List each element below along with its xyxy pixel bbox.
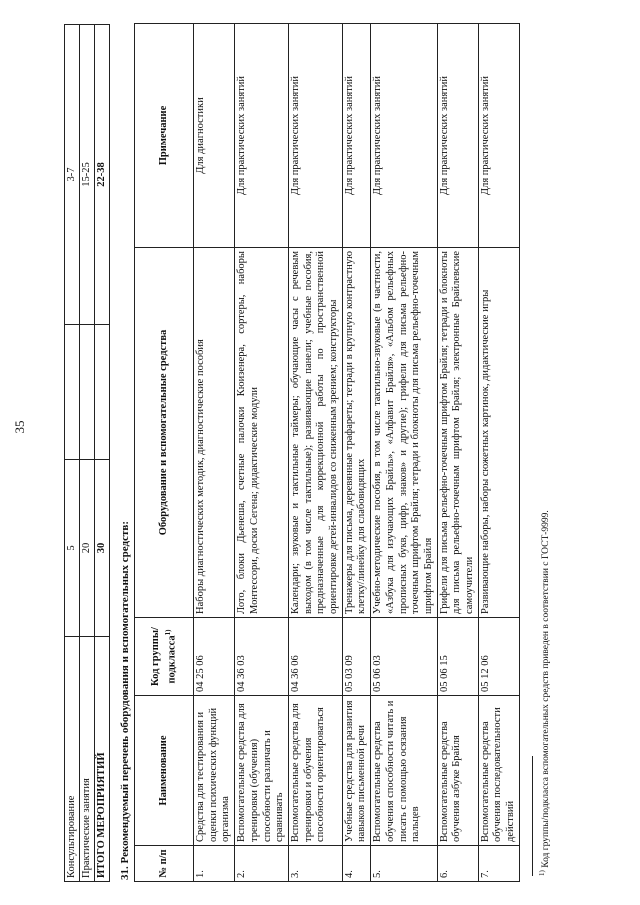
row-code: 04 25 06 xyxy=(194,618,235,696)
footnote-text: Код группы/подкласса вспомогательных средств приведен в соответствии с ГОСТ-9999. xyxy=(541,510,552,868)
row-code: 05 12 06 xyxy=(478,618,519,696)
header-name: Наименование xyxy=(135,696,194,846)
summary-name: ИТОГО МЕРОПРИЯТИЙ xyxy=(95,637,110,882)
summary-count: 30 xyxy=(95,460,110,637)
table-row xyxy=(437,24,478,882)
row-number: 4. xyxy=(342,846,370,882)
row-equipment: Развивающие наборы, наборы сюжетных картинок, дидактические игры xyxy=(478,248,519,618)
equipment-table xyxy=(134,23,520,882)
table-row xyxy=(478,24,519,882)
footnote xyxy=(538,510,551,876)
section-title: 31. Рекомендуемый перечень оборудования и вспомогательных средств: xyxy=(119,521,131,880)
rotated-page-content xyxy=(64,24,574,882)
row-equipment: Лото, блоки Дьенеша, счетные палочки Кюизенера, сортеры, наборы Монтессори, доски Сегена; дидактические модули xyxy=(235,248,289,618)
summary-empty xyxy=(95,325,110,460)
summary-count: 20 xyxy=(80,460,95,637)
summary-row xyxy=(65,25,80,882)
row-code: 05 06 15 xyxy=(437,618,478,696)
row-name: Вспомогательные средства для тренировки и обучения способности ориентироваться xyxy=(288,696,342,846)
row-number: 3. xyxy=(288,846,342,882)
header-code-text: Код группы/ подкласса xyxy=(149,627,178,686)
header-num: № п/п xyxy=(135,846,194,882)
summary-row xyxy=(95,25,110,882)
row-note: Для практических занятий xyxy=(478,24,519,248)
row-note: Для диагностики xyxy=(194,24,235,248)
row-note: Для практических занятий xyxy=(437,24,478,248)
row-code: 05 03 09 xyxy=(342,618,370,696)
header-code-footnote-mark: 1) xyxy=(163,629,172,636)
table-row xyxy=(288,24,342,882)
activities-summary-table xyxy=(64,24,110,882)
row-code: 05 06 03 xyxy=(371,618,438,696)
row-code: 04 36 03 xyxy=(235,618,289,696)
table-row xyxy=(194,24,235,882)
header-note: Примечание xyxy=(135,24,194,248)
summary-range: 22-38 xyxy=(95,25,110,325)
table-row xyxy=(371,24,438,882)
row-name: Учебные средства для развития навыков письменной речи xyxy=(342,696,370,846)
row-name: Вспомогательные средства обучения последовательности действий xyxy=(478,696,519,846)
table-header-row xyxy=(135,24,194,882)
row-number: 2. xyxy=(235,846,289,882)
row-equipment: Тренажеры для письма, деревянные трафареты; тетради в крупную контрастную клетку/линейку для слабовидящих xyxy=(342,248,370,618)
footnote-mark: 1) xyxy=(538,870,546,876)
footnote-divider xyxy=(532,756,533,876)
summary-name: Консультирование xyxy=(65,637,80,882)
summary-empty xyxy=(80,325,95,460)
summary-range: 3-7 xyxy=(65,25,80,325)
row-equipment: Наборы диагностических методик, диагностические пособия xyxy=(194,248,235,618)
row-note: Для практических занятий xyxy=(371,24,438,248)
row-name: Вспомогательные средства обучения азбуке Брайля xyxy=(437,696,478,846)
row-equipment: Учебно-методические пособия, в том числе тактильно-звуковые (в частности, «Азбука для изучающих Брайль», «Алфавит Брайля», «Альбом рельефных прописных букв, цифр, знаков» и другие); грифели для письма рельефно-точечным шрифтом Брайля; тетради и блокноты для письма рельефно-точечным шрифтом Брайля xyxy=(371,248,438,618)
row-number: 6. xyxy=(437,846,478,882)
table-row xyxy=(235,24,289,882)
page-number: 35 xyxy=(12,420,27,434)
row-note: Для практических занятий xyxy=(288,24,342,248)
row-number: 5. xyxy=(371,846,438,882)
row-note: Для практических занятий xyxy=(342,24,370,248)
row-equipment: Грифели для письма рельефно-точечным шрифтом Брайля; тетради и блокноты для письма рельефно-точечным шрифтом Брайля; электронные Брайлевские самоучители xyxy=(437,248,478,618)
row-name: Вспомогательные средства для тренировки (обучения) способности различать и сравнивать xyxy=(235,696,289,846)
header-code xyxy=(135,618,194,696)
summary-count: 5 xyxy=(65,460,80,637)
row-note: Для практических занятий xyxy=(235,24,289,248)
table-row xyxy=(342,24,370,882)
row-code: 04 36 06 xyxy=(288,618,342,696)
row-name: Вспомогательные средства обучения способности читать и писать с помощью осязания пальцев xyxy=(371,696,438,846)
row-number: 7. xyxy=(478,846,519,882)
row-number: 1. xyxy=(194,846,235,882)
summary-name: Практические занятия xyxy=(80,637,95,882)
row-equipment: Календари; звуковые и тактильные таймеры; обучающие часы с речевым выходом (в том числе тактильные); развивающие панели; учебные пособия, предназначенные для коррекционной работы по пространственной ориентировке детей-инвалидов со сниженным зрением; конструкторы xyxy=(288,248,342,618)
summary-empty xyxy=(65,325,80,460)
summary-row xyxy=(80,25,95,882)
row-name: Средства для тестирования и оценки психических функций организма xyxy=(194,696,235,846)
header-equipment: Оборудование и вспомогательные средства xyxy=(135,248,194,618)
summary-range: 15-25 xyxy=(80,25,95,325)
